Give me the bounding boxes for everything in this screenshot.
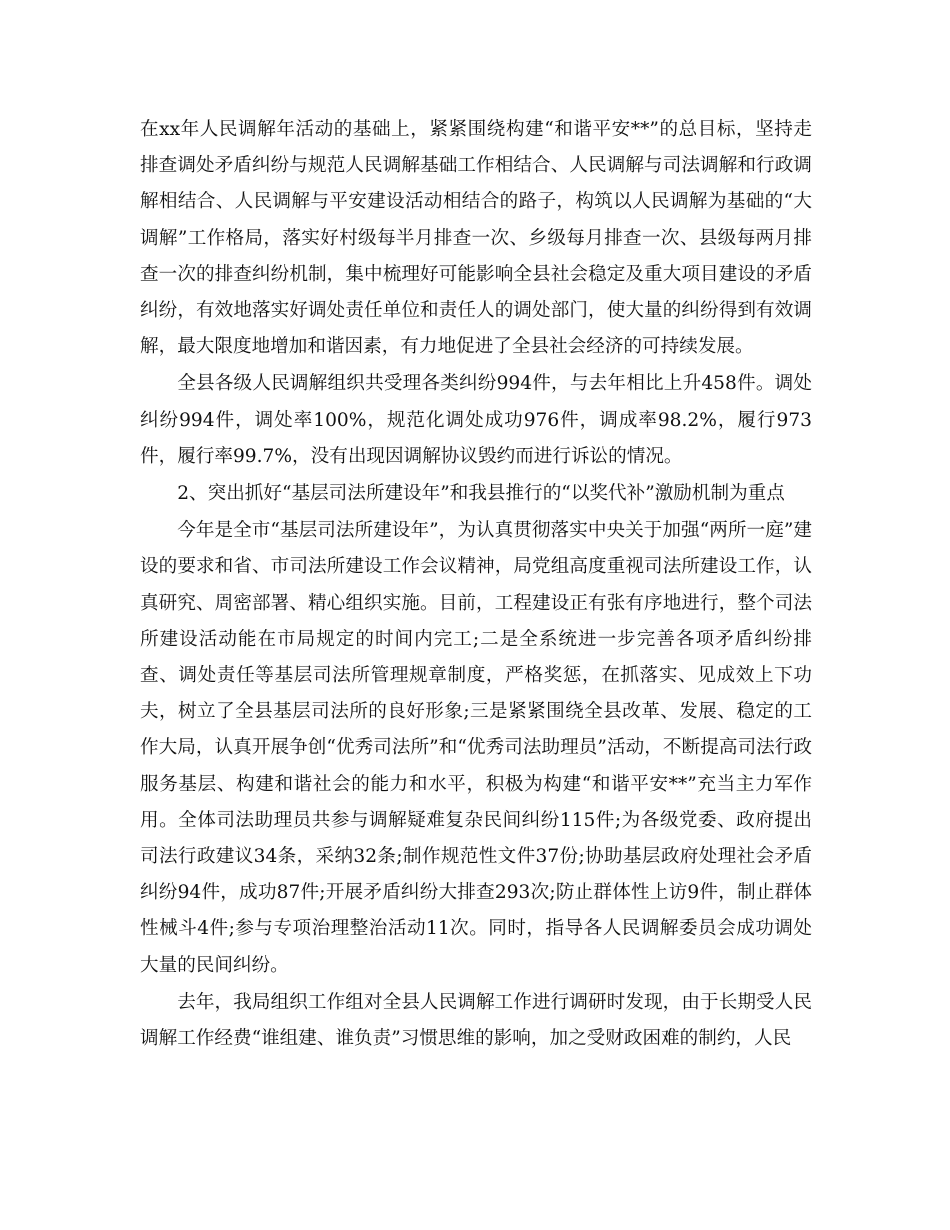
paragraph-5: 去年，我局组织工作组对全县人民调解工作进行调研时发现，由于长期受人民调解工作经费“谁组建、谁负责”习惯思维的影响，加之受财政困难的制约，人民: [140, 991, 812, 1050]
paragraph-2: 全县各级人民调解组织共受理各类纠纷994件，与去年相比上升458件。调处纠纷994件，调处率100%，规范化调处成功976件，调成率98.2%，履行973件，履行率99.7%，没有出现因调解协议毁约而进行诉讼的情况。: [140, 373, 812, 467]
document-body: [140, 112, 812, 1058]
paragraph-3-heading: 2、突出抓好“基层司法所建设年”和我县推行的“以奖代补”激励机制为重点: [177, 483, 785, 505]
paragraph-4: 今年是全市“基层司法所建设年”，为认真贯彻落实中央关于加强“两所一庭”建设的要求和省、市司法所建设工作会议精神，局党组高度重视司法所建设工作，认真研究、周密部署、精心组织实施。目前，工程建设正有张有序地进行，整个司法所建设活动能在市局规定的时间内完工;二是全系统进一步完善各项矛盾纠纷排查、调处责任等基层司法所管理规章制度，严格奖惩，在抓落实、见成效上下功夫，树立了全县基层司法所的良好形象;三是紧紧围绕全县改革、发展、稳定的工作大局，认真开展争创“优秀司法所”和“优秀司法助理员”活动，不断提高司法行政服务基层、构建和谐社会的能力和水平，积极为构建“和谐平安**”充当主力军作用。全体司法助理员共参与调解疑难复杂民间纠纷115件;为各级党委、政府提出司法行政建议34条，采纳32条;制作规范性文件37份;协助基层政府处理社会矛盾纠纷94件，成功87件;开展矛盾纠纷大排查293次;防止群体性上访9件，制止群体性械斗4件;参与专项治理整治活动11次。同时，指导各人民调解委员会成功调处大量的民间纠纷。: [140, 520, 812, 976]
paragraph-1: 在xx年人民调解年活动的基础上，紧紧围绕构建“和谐平安**”的总目标，坚持走排查调处矛盾纠纷与规范人民调解基础工作相结合、人民调解与司法调解和行政调解相结合、人民调解与平安建设活动相结合的路子，构筑以人民调解为基础的“大调解”工作格局，落实好村级每半月排查一次、乡级每月排查一次、县级每两月排查一次的排查纠纷机制，集中梳理好可能影响全县社会稳定及重大项目建设的矛盾纠纷，有效地落实好调处责任单位和责任人的调处部门，使大量的纠纷得到有效调解，最大限度地增加和谐因素，有力地促进了全县社会经济的可持续发展。: [140, 119, 812, 358]
